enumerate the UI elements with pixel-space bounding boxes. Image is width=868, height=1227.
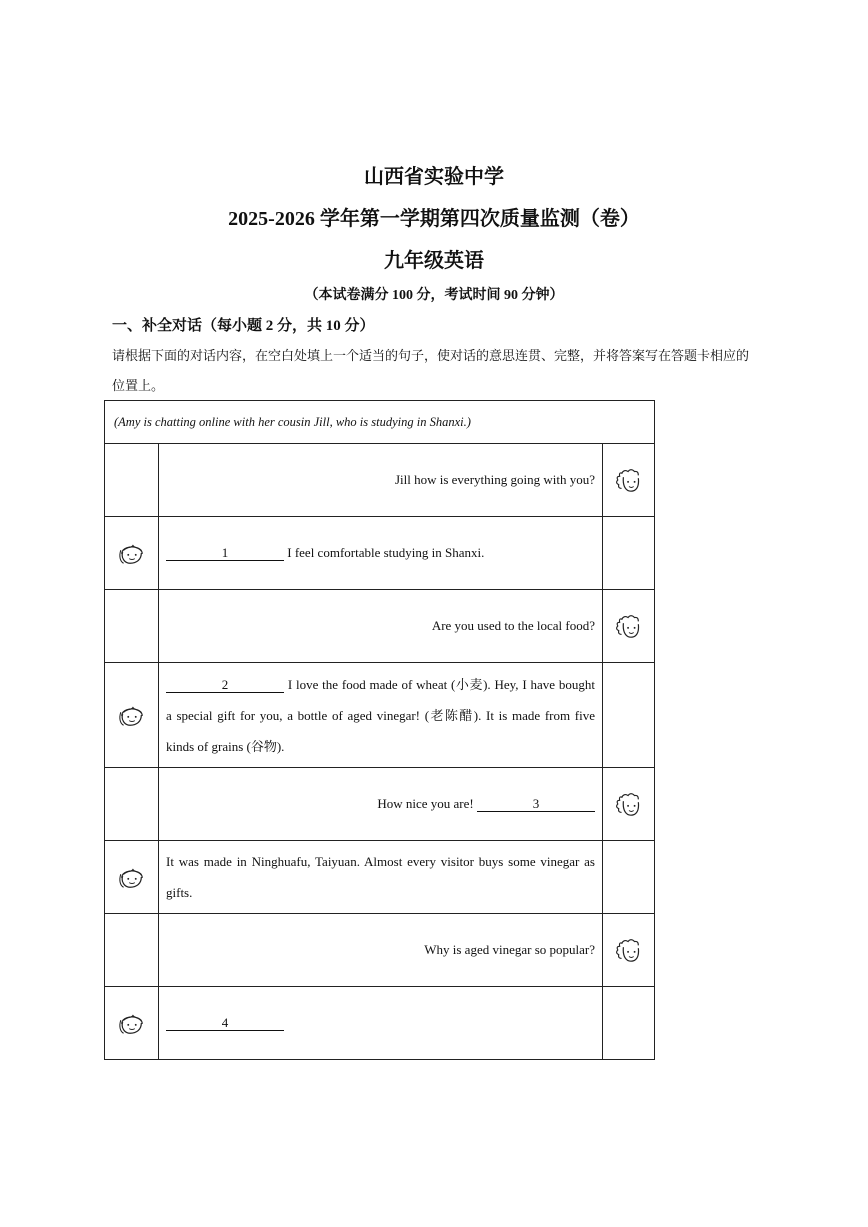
curly-hair-face-icon bbox=[612, 790, 646, 818]
answer-blank-1[interactable]: 1 bbox=[166, 546, 284, 561]
girl-face-icon bbox=[115, 539, 149, 567]
curly-hair-face-icon bbox=[612, 936, 646, 964]
dialog-row bbox=[105, 590, 655, 663]
school-name: 山西省实验中学 bbox=[364, 166, 504, 188]
dialog-row bbox=[105, 663, 655, 768]
dialog-line-text: Are you used to the local food? bbox=[159, 590, 603, 663]
dialog-line-text: Why is aged vinegar so popular? bbox=[159, 914, 603, 987]
dialog-row bbox=[105, 987, 655, 1060]
exam-note: （本试卷满分 100 分，考试时间 90 分钟） bbox=[304, 288, 564, 303]
section-title: 一、补全对话（每小题 2 分，共 10 分） bbox=[112, 318, 375, 334]
dialog-line-text: I feel comfortable studying in Shanxi. bbox=[287, 545, 485, 560]
girl-face-icon bbox=[115, 701, 149, 729]
section-instruction: 请根据下面的对话内容，在空白处填上一个适当的句子，使对话的意思连贯、完整，并将答案写在答题卡相应的位置上。 bbox=[112, 349, 750, 394]
girl-face-icon bbox=[115, 863, 149, 891]
dialog-row bbox=[105, 914, 655, 987]
dialog-table bbox=[104, 400, 655, 1060]
girl-face-icon bbox=[115, 1009, 149, 1037]
dialog-row bbox=[105, 517, 655, 590]
dialog-intro: (Amy is chatting online with her cousin Jill, who is studying in Shanxi.) bbox=[105, 401, 655, 444]
answer-blank-3[interactable]: 3 bbox=[477, 797, 595, 812]
dialog-line-text: It was made in Ninghuafu, Taiyuan. Almost every visitor buys some vinegar as gifts. bbox=[159, 841, 603, 914]
dialog-row bbox=[105, 444, 655, 517]
answer-blank-4[interactable]: 4 bbox=[166, 1016, 284, 1031]
dialog-line-text: How nice you are! bbox=[377, 796, 474, 811]
curly-hair-face-icon bbox=[612, 612, 646, 640]
answer-blank-2[interactable]: 2 bbox=[166, 678, 284, 693]
exam-term-title: 2025-2026 学年第一学期第四次质量监测（卷） bbox=[228, 208, 640, 230]
dialog-row bbox=[105, 768, 655, 841]
dialog-line-text: Jill how is everything going with you? bbox=[159, 444, 603, 517]
dialog-row bbox=[105, 841, 655, 914]
subject-title: 九年级英语 bbox=[384, 250, 484, 272]
dialog-line-text: I love the food made of wheat (小麦). Hey, I have bought a special gift for you, a bottle of aged vinegar! (老陈醋). It is made from five kinds of grains (谷物). bbox=[166, 676, 595, 754]
curly-hair-face-icon bbox=[612, 466, 646, 494]
